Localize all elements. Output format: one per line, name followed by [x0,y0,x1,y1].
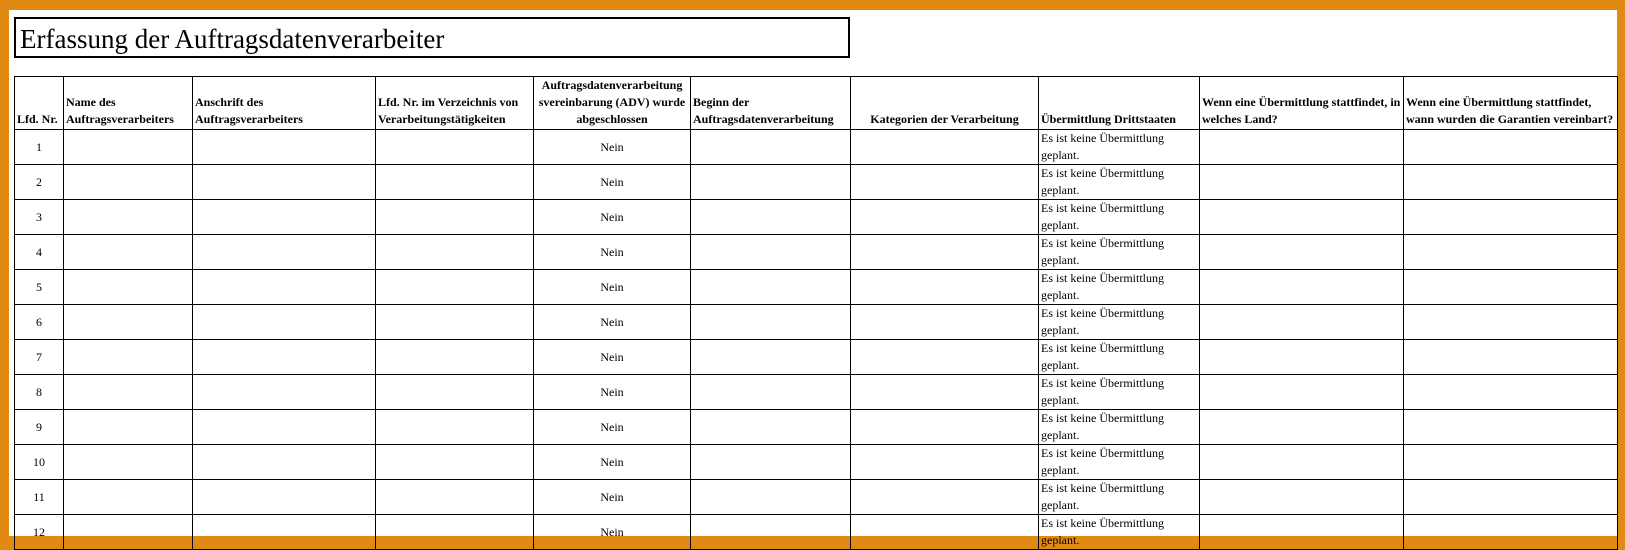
cell-verzeichnis-nr[interactable] [376,130,534,165]
header-lfd-nr[interactable]: Lfd. Nr. [15,77,64,130]
cell-beginn[interactable] [691,375,851,410]
cell-drittstaaten[interactable]: Es ist keine Übermittlung geplant. [1039,200,1200,235]
cell-name[interactable] [64,200,193,235]
cell-garantien[interactable] [1404,235,1618,270]
cell-verzeichnis-nr[interactable] [376,375,534,410]
cell-adv[interactable]: Nein [534,305,691,340]
cell-adv[interactable]: Nein [534,200,691,235]
cell-land[interactable] [1200,130,1404,165]
cell-garantien[interactable] [1404,165,1618,200]
cell-lfd-nr[interactable]: 7 [15,340,64,375]
cell-adv[interactable]: Nein [534,480,691,515]
header-garantien[interactable]: Wenn eine Übermittlung stattfindet, wann wurden die Garantien vereinbart? [1404,77,1618,130]
cell-garantien[interactable] [1404,200,1618,235]
cell-adv[interactable]: Nein [534,130,691,165]
cell-drittstaaten[interactable]: Es ist keine Übermittlung geplant. [1039,235,1200,270]
cell-kategorien[interactable] [851,305,1039,340]
cell-lfd-nr[interactable]: 2 [15,165,64,200]
cell-land[interactable] [1200,445,1404,480]
sheet-title[interactable]: Erfassung der Auftragsdatenverarbeiter [14,17,850,58]
cell-lfd-nr[interactable]: 10 [15,445,64,480]
cell-garantien[interactable] [1404,515,1618,550]
cell-beginn[interactable] [691,165,851,200]
cell-anschrift[interactable] [193,305,376,340]
header-adv[interactable]: Auftragsdatenverarbeitung svereinbarung (ADV) wurde abgeschlossen [534,77,691,130]
cell-drittstaaten[interactable]: Es ist keine Übermittlung geplant. [1039,130,1200,165]
cell-verzeichnis-nr[interactable] [376,165,534,200]
cell-kategorien[interactable] [851,480,1039,515]
cell-beginn[interactable] [691,130,851,165]
cell-drittstaaten[interactable]: Es ist keine Übermittlung geplant. [1039,445,1200,480]
cell-land[interactable] [1200,270,1404,305]
cell-lfd-nr[interactable]: 3 [15,200,64,235]
cell-verzeichnis-nr[interactable] [376,410,534,445]
cell-adv[interactable]: Nein [534,445,691,480]
cell-kategorien[interactable] [851,340,1039,375]
cell-name[interactable] [64,480,193,515]
cell-garantien[interactable] [1404,305,1618,340]
cell-drittstaaten[interactable]: Es ist keine Übermittlung geplant. [1039,305,1200,340]
cell-name[interactable] [64,375,193,410]
cell-lfd-nr[interactable]: 1 [15,130,64,165]
processor-table [14,76,1618,550]
cell-garantien[interactable] [1404,130,1618,165]
header-verzeichnis-nr[interactable]: Lfd. Nr. im Verzeichnis von Verarbeitungstätigkeiten [376,77,534,130]
cell-name[interactable] [64,130,193,165]
cell-anschrift[interactable] [193,200,376,235]
cell-anschrift[interactable] [193,235,376,270]
cell-beginn[interactable] [691,445,851,480]
cell-drittstaaten[interactable]: Es ist keine Übermittlung geplant. [1039,480,1200,515]
table-row [15,410,1618,445]
cell-name[interactable] [64,340,193,375]
cell-name[interactable] [64,235,193,270]
cell-drittstaaten[interactable]: Es ist keine Übermittlung geplant. [1039,340,1200,375]
cell-beginn[interactable] [691,410,851,445]
cell-land[interactable] [1200,410,1404,445]
cell-garantien[interactable] [1404,445,1618,480]
cell-name[interactable] [64,410,193,445]
header-drittstaaten[interactable]: Übermittlung Drittstaaten [1039,77,1200,130]
table-row [15,270,1618,305]
cell-drittstaaten[interactable]: Es ist keine Übermittlung geplant. [1039,410,1200,445]
table-row [15,165,1618,200]
cell-adv[interactable]: Nein [534,165,691,200]
cell-kategorien[interactable] [851,235,1039,270]
cell-verzeichnis-nr[interactable] [376,200,534,235]
cell-adv[interactable]: Nein [534,410,691,445]
table-body [15,130,1618,550]
cell-beginn[interactable] [691,340,851,375]
cell-name[interactable] [64,445,193,480]
cell-beginn[interactable] [691,200,851,235]
cell-kategorien[interactable] [851,515,1039,550]
cell-land[interactable] [1200,200,1404,235]
cell-kategorien[interactable] [851,375,1039,410]
cell-verzeichnis-nr[interactable] [376,445,534,480]
header-land[interactable]: Wenn eine Übermittlung stattfindet, in welches Land? [1200,77,1404,130]
cell-garantien[interactable] [1404,270,1618,305]
cell-verzeichnis-nr[interactable] [376,515,534,550]
cell-lfd-nr[interactable]: 8 [15,375,64,410]
cell-lfd-nr[interactable]: 6 [15,305,64,340]
cell-drittstaaten[interactable]: Es ist keine Übermittlung geplant. [1039,515,1200,550]
cell-anschrift[interactable] [193,270,376,305]
table-row [15,480,1618,515]
cell-garantien[interactable] [1404,480,1618,515]
cell-lfd-nr[interactable]: 11 [15,480,64,515]
cell-anschrift[interactable] [193,130,376,165]
cell-anschrift[interactable] [193,445,376,480]
cell-name[interactable] [64,270,193,305]
header-anschrift[interactable]: Anschrift des Auftragsverarbeiters [193,77,376,130]
cell-name[interactable] [64,165,193,200]
header-name[interactable]: Name des Auftragsverarbeiters [64,77,193,130]
cell-anschrift[interactable] [193,165,376,200]
spreadsheet-sheet [9,10,1617,547]
cell-drittstaaten[interactable]: Es ist keine Übermittlung geplant. [1039,270,1200,305]
cell-anschrift[interactable] [193,410,376,445]
cell-verzeichnis-nr[interactable] [376,480,534,515]
cell-adv[interactable]: Nein [534,340,691,375]
cell-lfd-nr[interactable]: 5 [15,270,64,305]
cell-beginn[interactable] [691,270,851,305]
cell-land[interactable] [1200,305,1404,340]
table-row [15,235,1618,270]
cell-kategorien[interactable] [851,200,1039,235]
table-row [15,130,1618,165]
cell-garantien[interactable] [1404,410,1618,445]
cell-adv[interactable]: Nein [534,235,691,270]
cell-anschrift[interactable] [193,480,376,515]
cell-lfd-nr[interactable]: 12 [15,515,64,550]
cell-adv[interactable]: Nein [534,375,691,410]
cell-kategorien[interactable] [851,445,1039,480]
header-row [15,77,1618,130]
header-beginn[interactable]: Beginn der Auftragsdatenverarbeitung [691,77,851,130]
cell-drittstaaten[interactable]: Es ist keine Übermittlung geplant. [1039,165,1200,200]
table-row [15,305,1618,340]
cell-kategorien[interactable] [851,165,1039,200]
cell-kategorien[interactable] [851,270,1039,305]
cell-name[interactable] [64,515,193,550]
table-row [15,200,1618,235]
cell-verzeichnis-nr[interactable] [376,340,534,375]
cell-name[interactable] [64,305,193,340]
table-row [15,445,1618,480]
cell-verzeichnis-nr[interactable] [376,305,534,340]
cell-anschrift[interactable] [193,340,376,375]
table-row [15,340,1618,375]
table-row [15,375,1618,410]
cell-land[interactable] [1200,340,1404,375]
cell-garantien[interactable] [1404,340,1618,375]
cell-land[interactable] [1200,235,1404,270]
cell-land[interactable] [1200,165,1404,200]
cell-drittstaaten[interactable]: Es ist keine Übermittlung geplant. [1039,375,1200,410]
cell-lfd-nr[interactable]: 9 [15,410,64,445]
cell-verzeichnis-nr[interactable] [376,270,534,305]
cell-land[interactable] [1200,375,1404,410]
cell-beginn[interactable] [691,515,851,550]
cell-anschrift[interactable] [193,515,376,550]
cell-anschrift[interactable] [193,375,376,410]
table-row [15,515,1618,550]
cell-verzeichnis-nr[interactable] [376,235,534,270]
cell-lfd-nr[interactable]: 4 [15,235,64,270]
cell-land[interactable] [1200,480,1404,515]
cell-beginn[interactable] [691,305,851,340]
cell-adv[interactable]: Nein [534,515,691,550]
cell-land[interactable] [1200,515,1404,550]
cell-beginn[interactable] [691,480,851,515]
cell-garantien[interactable] [1404,375,1618,410]
cell-kategorien[interactable] [851,410,1039,445]
cell-adv[interactable]: Nein [534,270,691,305]
cell-beginn[interactable] [691,235,851,270]
cell-kategorien[interactable] [851,130,1039,165]
header-kategorien[interactable]: Kategorien der Verarbeitung [851,77,1039,130]
